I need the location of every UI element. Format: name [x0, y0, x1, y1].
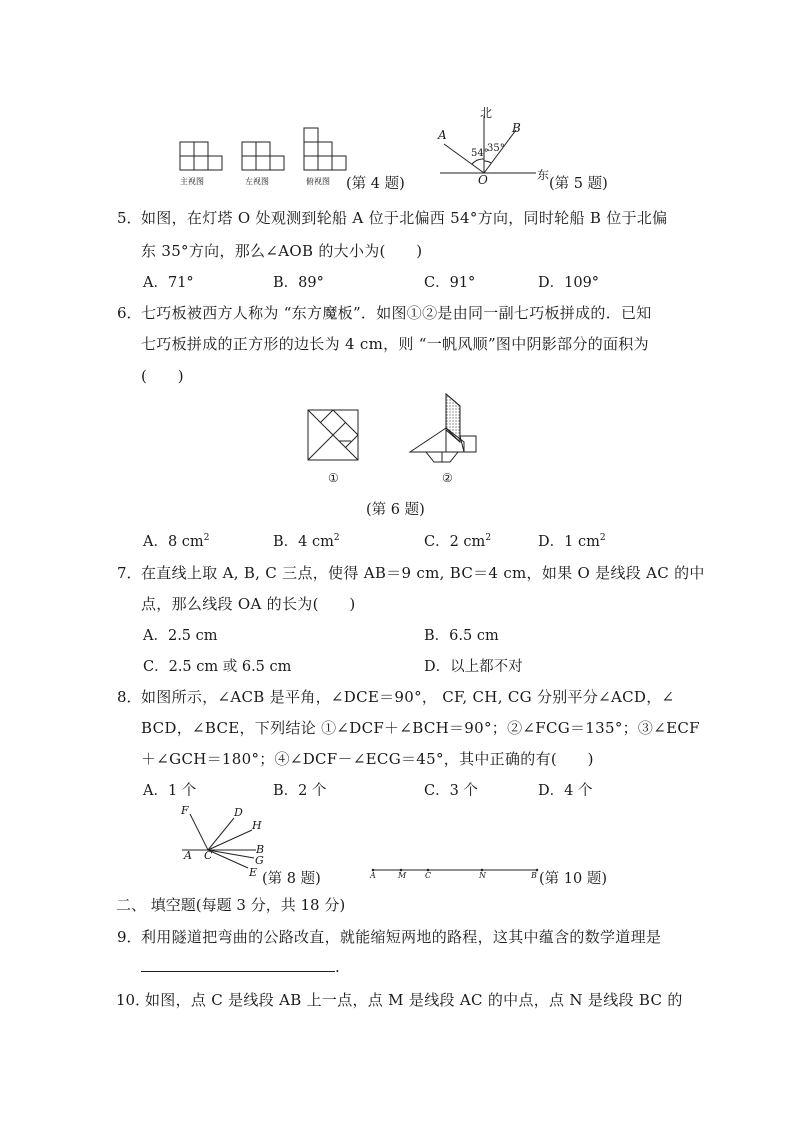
fig8-label-d: D — [234, 806, 243, 819]
q8-option-a[interactable]: A．1 个 — [143, 783, 197, 799]
tangram-label-2: ② — [442, 471, 453, 485]
q9-answer-blank[interactable] — [141, 957, 335, 972]
q10-text-line1: 如图，点 C 是线段 AB 上一点，点 M 是线段 AC 的中点，点 N 是线段 BC 的 — [145, 991, 683, 1009]
fig10-label-n: N — [479, 871, 486, 880]
tangram-label-1: ① — [328, 471, 339, 485]
q7-option-c[interactable]: C．2.5 cm 或 6.5 cm — [143, 659, 292, 675]
fig10-label-c: C — [425, 871, 432, 880]
figure-4-caption: (第 4 题) — [346, 176, 405, 192]
fig8-label-h: H — [252, 819, 262, 832]
q8-option-c[interactable]: C．3 个 — [424, 783, 478, 799]
section-2-heading: 二、 填空题(每题 3 分，共 18 分) — [116, 896, 346, 914]
figure-5-caption: (第 5 题) — [549, 176, 608, 192]
q5-option-d[interactable]: D．109° — [538, 275, 600, 291]
q5-text-line2: 东 35°方向，那么∠AOB 的大小为( ) — [141, 242, 423, 260]
q5-option-a[interactable]: A．71° — [143, 275, 194, 291]
q7-text-line1: 在直线上取 A, B, C 三点，使得 AB＝9 cm, BC＝4 cm，如果 O 是线段 AC 的中 — [141, 564, 705, 582]
compass-point-b: B — [512, 121, 521, 135]
compass-east-label: 东 — [537, 168, 550, 182]
q8-number: 8． — [117, 688, 142, 706]
left-view-label: 左视图 — [245, 177, 269, 186]
q5-text-line1: 如图，在灯塔 O 处观测到轮船 A 位于北偏西 54°方向，同时轮船 B 位于北偏 — [141, 209, 668, 227]
q7-option-d[interactable]: D．以上都不对 — [424, 659, 523, 675]
left-view-grid — [242, 142, 284, 170]
q8-option-b[interactable]: B．2 个 — [273, 783, 327, 799]
q6-option-c[interactable]: C．2 $cm^2$ — [424, 533, 492, 550]
compass-north-label: 北 — [480, 106, 493, 120]
compass-angle-35: 35° — [487, 143, 505, 154]
q6-option-a[interactable]: A．8 $cm^2$ — [143, 533, 210, 550]
q7-option-b[interactable]: B．6.5 cm — [424, 628, 499, 644]
q9-text-line1: 利用隧道把弯曲的公路改直，就能缩短两地的路程，这其中蕴含的数学道理是 — [141, 928, 662, 946]
q6-number: 6． — [117, 304, 142, 322]
figure-8-caption: (第 8 题) — [262, 871, 321, 887]
fig8-label-f: F — [181, 804, 189, 817]
q9-answer-line: . — [141, 957, 340, 976]
figure-10-caption: (第 10 题) — [539, 871, 607, 887]
tangram-square-figure — [306, 408, 362, 464]
q9-number: 9． — [117, 928, 142, 946]
fig8-label-a: A — [184, 849, 192, 862]
fig8-label-g: G — [255, 854, 264, 867]
q6-text-line2: 七巧板拼成的正方形的边长为 4 cm，则 “一帆风顺”图中阴影部分的面积为 — [141, 335, 649, 353]
q5-option-c[interactable]: C．91° — [424, 275, 476, 291]
q6-option-b[interactable]: B．4 $cm^2$ — [273, 533, 340, 550]
top-view-grid — [304, 128, 346, 170]
q6-text-line3: ( ) — [141, 367, 184, 385]
compass-angle-54: 54° — [471, 148, 489, 159]
q7-number: 7． — [117, 564, 142, 582]
front-view-label: 主视图 — [180, 177, 204, 186]
q7-text-line2: 点，那么线段 OA 的长为( ) — [141, 595, 356, 613]
q10-number: 10． — [116, 991, 151, 1009]
fig8-label-e: E — [249, 866, 258, 879]
q8-text-line2: BCD，∠BCE，下列结论 ①∠DCF＋∠BCH＝90°；②∠FCG＝135°；③∠ECF — [141, 719, 700, 737]
top-view-label: 俯视图 — [306, 177, 330, 186]
fig10-label-a: A — [370, 871, 376, 880]
compass-origin-o: O — [478, 173, 488, 187]
q7-option-a[interactable]: A．2.5 cm — [143, 628, 218, 644]
q8-text-line3: ＋∠GCH＝180°；④∠DCF－∠ECG＝45°，其中正确的有( ) — [141, 750, 594, 768]
fig8-label-c: C — [204, 849, 213, 862]
q8-option-d[interactable]: D．4 个 — [538, 783, 593, 799]
compass-point-a: A — [438, 128, 447, 142]
q6-text-line1: 七巧板被西方人称为 “东方魔板”．如图①②是由同一副七巧板拼成的．已知 — [141, 304, 652, 322]
fig10-label-b: B — [531, 871, 537, 880]
figure-6-caption: (第 6 题) — [366, 502, 425, 518]
fig8-label-b: B — [256, 843, 265, 856]
q6-option-d[interactable]: D．1 $cm^2$ — [538, 533, 606, 550]
q8-text-line1: 如图所示，∠ACB 是平角，∠DCE＝90°， CF, CH, CG 分别平分∠ACD，∠ — [141, 688, 675, 706]
figure-10-segment — [370, 866, 540, 874]
front-view-grid — [180, 142, 222, 170]
fig10-label-m: M — [398, 871, 407, 880]
tangram-sailboat-figure — [404, 390, 488, 472]
q5-option-b[interactable]: B．89° — [273, 275, 324, 291]
q5-number: 5． — [117, 209, 142, 227]
